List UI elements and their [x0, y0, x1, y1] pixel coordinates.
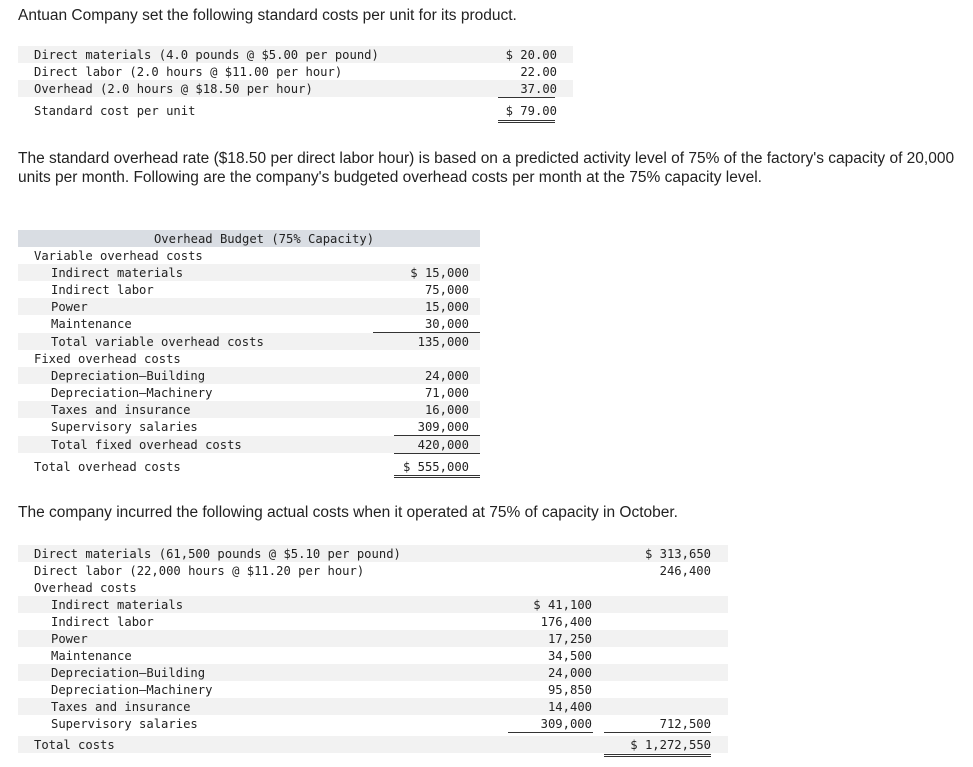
row-value: 135,000	[417, 334, 469, 349]
row-value: 420,000	[417, 437, 469, 452]
row-value: $ 20.00	[505, 47, 557, 62]
row-label: Overhead (2.0 hours @ $18.50 per hour)	[34, 81, 313, 96]
table-row	[18, 384, 480, 401]
table-row	[18, 613, 728, 630]
row-value: 37.00	[520, 81, 557, 96]
subtotal-rule	[498, 97, 555, 98]
standard-cost-table	[18, 46, 573, 126]
intro-text: Antuan Company set the following standard costs per unit for its product.	[18, 7, 517, 24]
row-label: Total variable overhead costs	[51, 334, 264, 349]
table-row	[18, 281, 480, 298]
actual-costs-table	[18, 545, 728, 760]
row-value: 16,000	[424, 402, 469, 417]
table-row	[18, 367, 480, 384]
table-row	[18, 80, 573, 97]
table-row	[18, 63, 573, 80]
row-label: Direct labor (2.0 hours @ $11.00 per hour)	[34, 64, 343, 79]
table-row	[18, 545, 728, 562]
overhead-budget-table	[18, 230, 480, 478]
row-label: Maintenance	[51, 648, 132, 663]
table-row	[18, 698, 728, 715]
table-row	[18, 596, 728, 613]
row-value: $ 15,000	[410, 265, 469, 280]
table-row	[18, 418, 480, 435]
row-value: $ 1,272,550	[630, 737, 711, 752]
row-label: Indirect labor	[51, 614, 154, 629]
row-label: Indirect materials	[51, 597, 184, 612]
table-row	[18, 298, 480, 315]
row-label: Maintenance	[51, 316, 132, 331]
row-label: Total fixed overhead costs	[51, 437, 242, 452]
table-title: Overhead Budget (75% Capacity)	[18, 230, 480, 247]
table-row	[18, 401, 480, 418]
row-value: 34,500	[547, 648, 592, 663]
row-label: Indirect materials	[51, 265, 184, 280]
row-label: Depreciation—Building	[51, 665, 206, 680]
row-value: 14,400	[547, 699, 592, 714]
table-row	[18, 315, 480, 332]
subtotal-rule	[394, 453, 480, 454]
overhead-rate-paragraph: The standard overhead rate ($18.50 per direct labor hour) is based on a predicted activity level of 75% of the factory's capacity of 20,000 units per month. Following are the company's budgeted overhead costs per month at the 75% capacity level.	[18, 150, 955, 186]
row-value: $ 41,100	[533, 597, 592, 612]
section-heading: Overhead costs	[34, 580, 137, 595]
total-rule	[394, 475, 480, 478]
row-label: Supervisory salaries	[51, 419, 198, 434]
row-value: 95,850	[547, 682, 592, 697]
row-value: $ 555,000	[402, 459, 469, 474]
row-value: 17,250	[547, 631, 592, 646]
row-label: Power	[51, 299, 88, 314]
table-row	[18, 264, 480, 281]
row-value: 24,000	[424, 368, 469, 383]
actual-costs-paragraph: The company incurred the following actual costs when it operated at 75% of capacity in October.	[18, 504, 678, 521]
row-label: Power	[51, 631, 88, 646]
row-value: 176,400	[540, 614, 592, 629]
table-row	[18, 436, 480, 453]
table-row	[18, 664, 728, 681]
row-label: Standard cost per unit	[34, 103, 196, 118]
table-row	[18, 46, 573, 63]
row-value: 30,000	[424, 316, 469, 331]
row-label: Total costs	[34, 737, 115, 752]
table-row	[18, 562, 728, 579]
row-label: Taxes and insurance	[51, 402, 191, 417]
table-row	[18, 630, 728, 647]
row-label: Depreciation—Building	[51, 368, 206, 383]
row-value: 309,000	[417, 419, 469, 434]
table-row	[18, 333, 480, 350]
row-value: 24,000	[547, 665, 592, 680]
row-label: Supervisory salaries	[51, 716, 198, 731]
row-label: Taxes and insurance	[51, 699, 191, 714]
table-row	[18, 458, 480, 475]
table-row	[18, 647, 728, 664]
row-value: 71,000	[424, 385, 469, 400]
table-row	[18, 681, 728, 698]
table-row	[18, 102, 573, 119]
row-value: 309,000	[540, 716, 592, 731]
row-value: 75,000	[424, 282, 469, 297]
row-label: Depreciation—Machinery	[51, 682, 213, 697]
row-label: Direct materials (4.0 pounds @ $5.00 per pound)	[34, 47, 379, 62]
row-label: Direct materials (61,500 pounds @ $5.10 per pound)	[34, 546, 401, 561]
table-row	[18, 736, 728, 753]
row-value: 246,400	[659, 563, 711, 578]
total-rule	[498, 120, 555, 123]
row-label: Direct labor (22,000 hours @ $11.20 per hour)	[34, 563, 365, 578]
row-label: Indirect labor	[51, 282, 154, 297]
row-label: Total overhead costs	[34, 459, 181, 474]
table-row	[18, 715, 728, 732]
row-value: $ 79.00	[505, 103, 557, 118]
subtotal-rule	[604, 732, 711, 733]
row-value: 15,000	[424, 299, 469, 314]
total-rule	[604, 754, 711, 757]
section-heading: Variable overhead costs	[34, 248, 203, 263]
row-value: 22.00	[520, 64, 557, 79]
overhead-total-value: 712,500	[659, 716, 711, 731]
row-label: Depreciation—Machinery	[51, 385, 213, 400]
section-heading: Fixed overhead costs	[34, 351, 181, 366]
row-value: $ 313,650	[644, 546, 711, 561]
subtotal-rule	[508, 732, 593, 733]
